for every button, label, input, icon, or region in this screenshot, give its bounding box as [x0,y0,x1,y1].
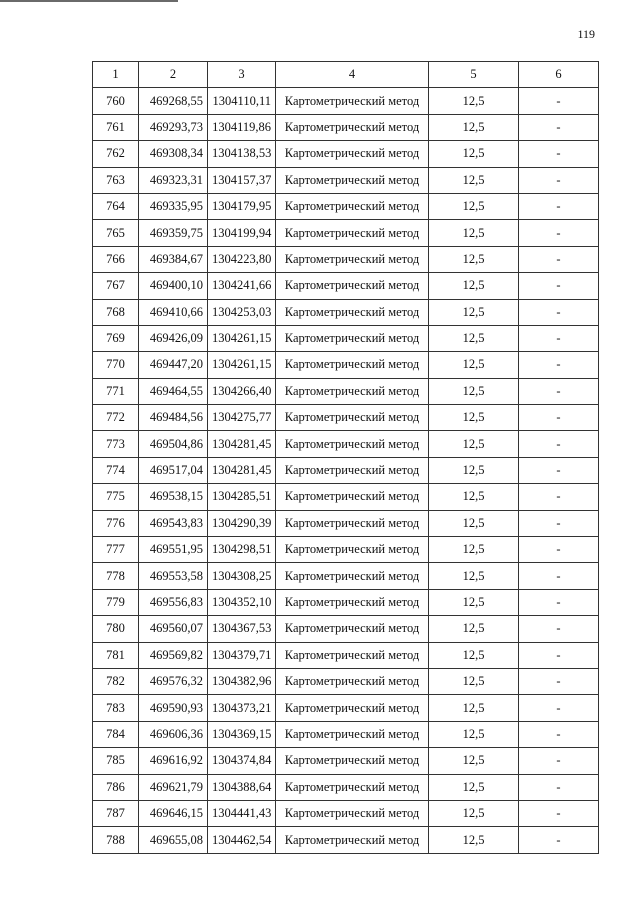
accuracy-cell: 12,5 [429,273,519,299]
top-rule [0,0,178,2]
x-coordinate-cell: 469569,82 [139,642,208,668]
point-number-cell: 767 [93,273,139,299]
point-number-cell: 771 [93,378,139,404]
accuracy-cell: 12,5 [429,827,519,853]
point-number-cell: 781 [93,642,139,668]
y-coordinate-cell: 1304266,40 [208,378,276,404]
y-coordinate-cell: 1304369,15 [208,721,276,747]
note-cell: - [519,721,599,747]
page-number: 119 [577,27,595,41]
y-coordinate-cell: 1304285,51 [208,484,276,510]
note-cell: - [519,325,599,351]
table-row [93,774,599,800]
note-cell: - [519,537,599,563]
y-coordinate-cell: 1304138,53 [208,141,276,167]
note-cell: - [519,405,599,431]
table-row [93,800,599,826]
method-cell: Картометрический метод [276,721,429,747]
header-col-2: 2 [139,62,208,88]
note-cell: - [519,246,599,272]
table-row [93,510,599,536]
y-coordinate-cell: 1304367,53 [208,616,276,642]
y-coordinate-cell: 1304281,45 [208,431,276,457]
note-cell: - [519,827,599,853]
point-number-cell: 784 [93,721,139,747]
point-number-cell: 779 [93,589,139,615]
accuracy-cell: 12,5 [429,405,519,431]
x-coordinate-cell: 469590,93 [139,695,208,721]
y-coordinate-cell: 1304462,54 [208,827,276,853]
y-coordinate-cell: 1304261,15 [208,352,276,378]
note-cell: - [519,510,599,536]
header-col-5: 5 [429,62,519,88]
table-row [93,352,599,378]
y-coordinate-cell: 1304388,64 [208,774,276,800]
point-number-cell: 772 [93,405,139,431]
note-cell: - [519,642,599,668]
table-row [93,193,599,219]
note-cell: - [519,114,599,140]
table-row [93,563,599,589]
method-cell: Картометрический метод [276,616,429,642]
method-cell: Картометрический метод [276,167,429,193]
accuracy-cell: 12,5 [429,167,519,193]
method-cell: Картометрический метод [276,193,429,219]
x-coordinate-cell: 469447,20 [139,352,208,378]
point-number-cell: 780 [93,616,139,642]
table-row [93,220,599,246]
y-coordinate-cell: 1304374,84 [208,748,276,774]
y-coordinate-cell: 1304241,66 [208,273,276,299]
method-cell: Картометрический метод [276,537,429,563]
accuracy-cell: 12,5 [429,352,519,378]
point-number-cell: 766 [93,246,139,272]
x-coordinate-cell: 469335,95 [139,193,208,219]
x-coordinate-cell: 469384,67 [139,246,208,272]
accuracy-cell: 12,5 [429,299,519,325]
table-row [93,88,599,114]
note-cell: - [519,563,599,589]
accuracy-cell: 12,5 [429,695,519,721]
point-number-cell: 764 [93,193,139,219]
table-row [93,537,599,563]
x-coordinate-cell: 469543,83 [139,510,208,536]
point-number-cell: 777 [93,537,139,563]
table-row [93,378,599,404]
y-coordinate-cell: 1304352,10 [208,589,276,615]
accuracy-cell: 12,5 [429,246,519,272]
x-coordinate-cell: 469616,92 [139,748,208,774]
header-col-4: 4 [276,62,429,88]
accuracy-cell: 12,5 [429,589,519,615]
x-coordinate-cell: 469553,58 [139,563,208,589]
table-row [93,246,599,272]
y-coordinate-cell: 1304373,21 [208,695,276,721]
note-cell: - [519,748,599,774]
y-coordinate-cell: 1304379,71 [208,642,276,668]
accuracy-cell: 12,5 [429,510,519,536]
note-cell: - [519,299,599,325]
point-number-cell: 763 [93,167,139,193]
point-number-cell: 785 [93,748,139,774]
accuracy-cell: 12,5 [429,800,519,826]
x-coordinate-cell: 469293,73 [139,114,208,140]
table-row [93,721,599,747]
accuracy-cell: 12,5 [429,220,519,246]
method-cell: Картометрический метод [276,246,429,272]
y-coordinate-cell: 1304157,37 [208,167,276,193]
note-cell: - [519,616,599,642]
point-number-cell: 783 [93,695,139,721]
method-cell: Картометрический метод [276,273,429,299]
table-row [93,431,599,457]
method-cell: Картометрический метод [276,695,429,721]
point-number-cell: 776 [93,510,139,536]
x-coordinate-cell: 469504,86 [139,431,208,457]
y-coordinate-cell: 1304382,96 [208,668,276,694]
method-cell: Картометрический метод [276,220,429,246]
x-coordinate-cell: 469464,55 [139,378,208,404]
accuracy-cell: 12,5 [429,642,519,668]
x-coordinate-cell: 469551,95 [139,537,208,563]
y-coordinate-cell: 1304110,11 [208,88,276,114]
accuracy-cell: 12,5 [429,668,519,694]
accuracy-cell: 12,5 [429,378,519,404]
y-coordinate-cell: 1304281,45 [208,457,276,483]
note-cell: - [519,141,599,167]
note-cell: - [519,484,599,510]
x-coordinate-cell: 469606,36 [139,721,208,747]
header-col-3: 3 [208,62,276,88]
table-row [93,114,599,140]
x-coordinate-cell: 469400,10 [139,273,208,299]
point-number-cell: 761 [93,114,139,140]
table-body [93,88,599,853]
table-row [93,748,599,774]
method-cell: Картометрический метод [276,748,429,774]
y-coordinate-cell: 1304298,51 [208,537,276,563]
note-cell: - [519,774,599,800]
table-row [93,405,599,431]
table-row [93,299,599,325]
method-cell: Картометрический метод [276,800,429,826]
point-number-cell: 769 [93,325,139,351]
accuracy-cell: 12,5 [429,748,519,774]
method-cell: Картометрический метод [276,141,429,167]
note-cell: - [519,457,599,483]
method-cell: Картометрический метод [276,589,429,615]
accuracy-cell: 12,5 [429,114,519,140]
coordinates-table [92,61,599,854]
method-cell: Картометрический метод [276,299,429,325]
table-row [93,457,599,483]
header-col-6: 6 [519,62,599,88]
method-cell: Картометрический метод [276,431,429,457]
note-cell: - [519,695,599,721]
table-row [93,484,599,510]
x-coordinate-cell: 469646,15 [139,800,208,826]
point-number-cell: 760 [93,88,139,114]
point-number-cell: 765 [93,220,139,246]
table-row [93,695,599,721]
accuracy-cell: 12,5 [429,484,519,510]
x-coordinate-cell: 469621,79 [139,774,208,800]
table-row [93,141,599,167]
table-row [93,589,599,615]
accuracy-cell: 12,5 [429,141,519,167]
accuracy-cell: 12,5 [429,457,519,483]
y-coordinate-cell: 1304199,94 [208,220,276,246]
x-coordinate-cell: 469538,15 [139,484,208,510]
table-row [93,167,599,193]
x-coordinate-cell: 469359,75 [139,220,208,246]
method-cell: Картометрический метод [276,88,429,114]
y-coordinate-cell: 1304290,39 [208,510,276,536]
method-cell: Картометрический метод [276,352,429,378]
accuracy-cell: 12,5 [429,537,519,563]
accuracy-cell: 12,5 [429,88,519,114]
note-cell: - [519,273,599,299]
method-cell: Картометрический метод [276,774,429,800]
point-number-cell: 775 [93,484,139,510]
y-coordinate-cell: 1304119,86 [208,114,276,140]
method-cell: Картометрический метод [276,668,429,694]
table-row [93,668,599,694]
y-coordinate-cell: 1304275,77 [208,405,276,431]
x-coordinate-cell: 469308,34 [139,141,208,167]
method-cell: Картометрический метод [276,484,429,510]
note-cell: - [519,800,599,826]
point-number-cell: 787 [93,800,139,826]
table-row [93,273,599,299]
point-number-cell: 782 [93,668,139,694]
accuracy-cell: 12,5 [429,563,519,589]
accuracy-cell: 12,5 [429,616,519,642]
table-row [93,827,599,853]
x-coordinate-cell: 469560,07 [139,616,208,642]
accuracy-cell: 12,5 [429,774,519,800]
x-coordinate-cell: 469426,09 [139,325,208,351]
x-coordinate-cell: 469655,08 [139,827,208,853]
point-number-cell: 770 [93,352,139,378]
accuracy-cell: 12,5 [429,721,519,747]
method-cell: Картометрический метод [276,510,429,536]
note-cell: - [519,431,599,457]
method-cell: Картометрический метод [276,563,429,589]
accuracy-cell: 12,5 [429,325,519,351]
note-cell: - [519,88,599,114]
point-number-cell: 762 [93,141,139,167]
table-header-row [93,62,599,88]
x-coordinate-cell: 469484,56 [139,405,208,431]
accuracy-cell: 12,5 [429,193,519,219]
note-cell: - [519,589,599,615]
accuracy-cell: 12,5 [429,431,519,457]
point-number-cell: 786 [93,774,139,800]
x-coordinate-cell: 469268,55 [139,88,208,114]
point-number-cell: 788 [93,827,139,853]
method-cell: Картометрический метод [276,457,429,483]
point-number-cell: 774 [93,457,139,483]
y-coordinate-cell: 1304261,15 [208,325,276,351]
note-cell: - [519,167,599,193]
note-cell: - [519,193,599,219]
x-coordinate-cell: 469323,31 [139,167,208,193]
note-cell: - [519,378,599,404]
point-number-cell: 768 [93,299,139,325]
header-col-1: 1 [93,62,139,88]
table-row [93,325,599,351]
y-coordinate-cell: 1304253,03 [208,299,276,325]
point-number-cell: 778 [93,563,139,589]
method-cell: Картометрический метод [276,827,429,853]
table-row [93,616,599,642]
x-coordinate-cell: 469576,32 [139,668,208,694]
x-coordinate-cell: 469410,66 [139,299,208,325]
x-coordinate-cell: 469517,04 [139,457,208,483]
table-row [93,642,599,668]
x-coordinate-cell: 469556,83 [139,589,208,615]
note-cell: - [519,668,599,694]
point-number-cell: 773 [93,431,139,457]
note-cell: - [519,352,599,378]
method-cell: Картометрический метод [276,378,429,404]
y-coordinate-cell: 1304308,25 [208,563,276,589]
y-coordinate-cell: 1304441,43 [208,800,276,826]
y-coordinate-cell: 1304179,95 [208,193,276,219]
method-cell: Картометрический метод [276,642,429,668]
y-coordinate-cell: 1304223,80 [208,246,276,272]
method-cell: Картометрический метод [276,405,429,431]
method-cell: Картометрический метод [276,325,429,351]
note-cell: - [519,220,599,246]
method-cell: Картометрический метод [276,114,429,140]
